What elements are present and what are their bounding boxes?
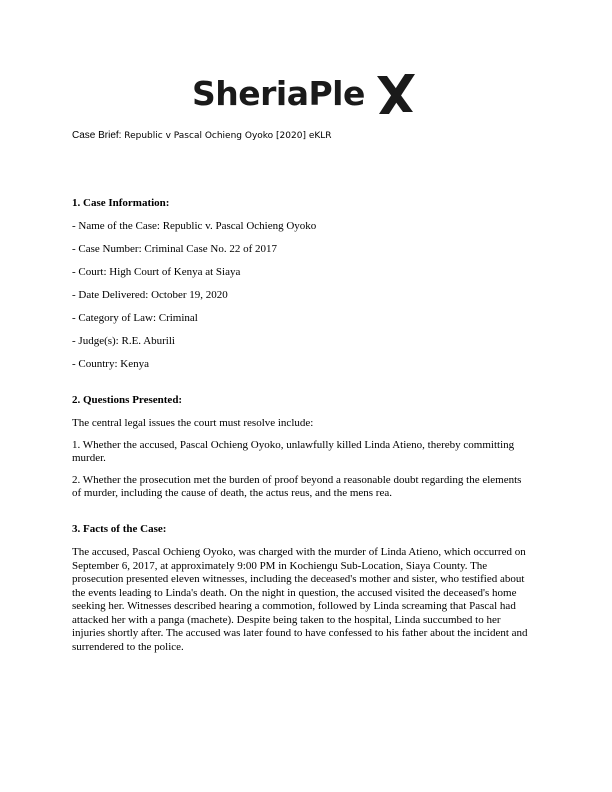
facts-heading: 3. Facts of the Case: [72, 523, 167, 535]
questions-presented-section [72, 393, 530, 500]
sheriaplex-logo [192, 70, 422, 122]
case-information-section [72, 196, 530, 371]
info-item: - Date Delivered: October 19, 2020 [72, 289, 228, 301]
info-item: - Name of the Case: Republic v. Pascal Ochieng Oyoko [72, 220, 317, 232]
subtitle-case-title: Republic v Pascal Ochieng Oyoko [2020] eKLR [124, 131, 332, 141]
x-mark-icon [375, 72, 415, 116]
facts-section [72, 522, 530, 654]
info-item: - Judge(s): R.E. Aburili [72, 335, 175, 347]
questions-presented-heading: 2. Questions Presented: [72, 394, 183, 406]
case-information-heading: 1. Case Information: [72, 197, 170, 209]
logo-wordmark: SheriaPle [192, 74, 365, 113]
facts-body: The accused, Pascal Ochieng Oyoko, was charged with the murder of Linda Atieno, which occurred on September 6, 2017, at approximately 9:00 PM in Kochiengu Sub-Location, Siaya County. The prosecution presented eleven witnesses, including the deceased's mother and sister, who testified about the events leading to Linda's death. On the night in question, the accused visited the deceased's home seeking her. Witnesses described hearing a commotion, followed by Linda screaming that Pascal had attacked her with a panga (machete). Despite being taken to the hospital, Linda succumbed to her injuries shortly after. The accused was later found to have confessed to his father about the incident and surrendered to the police. [72, 546, 528, 653]
subtitle-prefix: Case Brief: [72, 130, 125, 141]
info-item: - Case Number: Criminal Case No. 22 of 2017 [72, 243, 277, 255]
info-item: - Category of Law: Criminal [72, 312, 198, 324]
questions-intro: The central legal issues the court must resolve include: [72, 417, 314, 429]
question-item: 1. Whether the accused, Pascal Ochieng Oyoko, unlawfully killed Linda Atieno, thereby committing murder. [72, 439, 515, 464]
brief-content [72, 196, 530, 654]
info-item: - Country: Kenya [72, 358, 149, 370]
info-item: - Court: High Court of Kenya at Siaya [72, 266, 241, 278]
question-item: 2. Whether the prosecution met the burden of proof beyond a reasonable doubt regarding the elements of murder, including the cause of death, the actus reus, and the mens rea. [72, 474, 522, 499]
case-brief-subtitle [72, 130, 332, 141]
